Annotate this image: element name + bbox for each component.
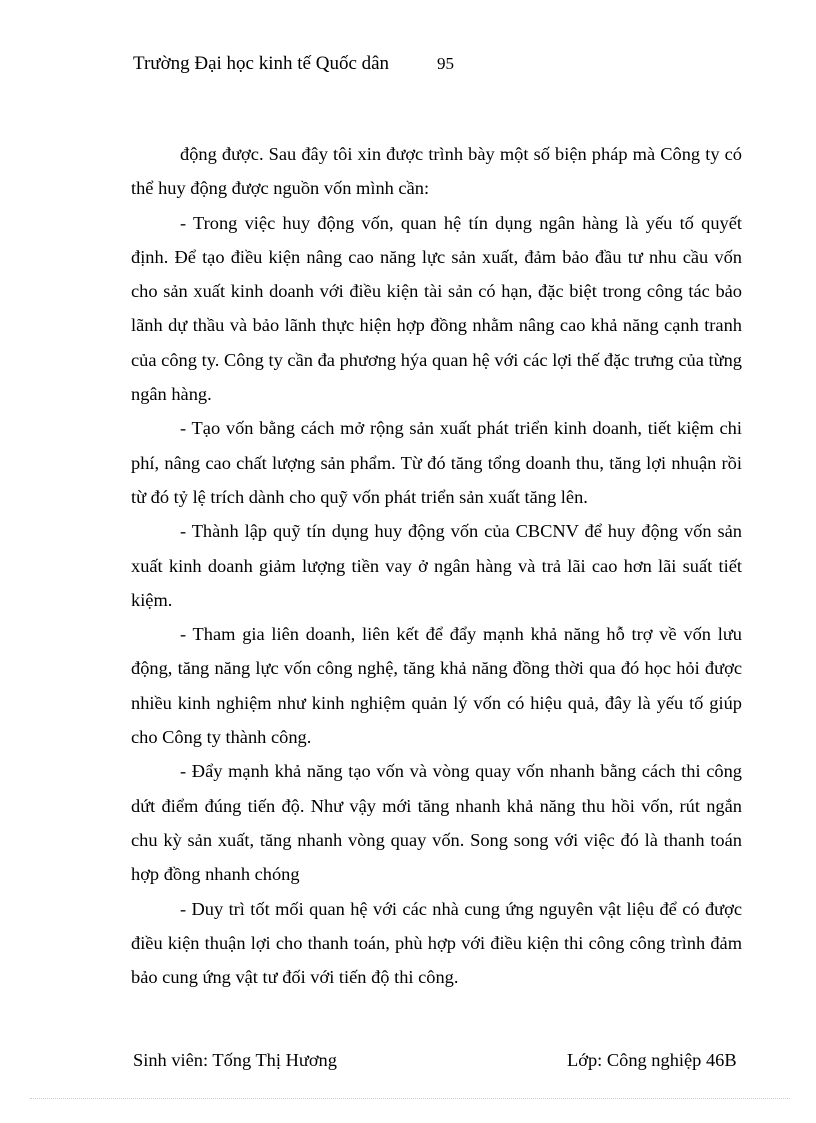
paragraph: - Đẩy mạnh khả năng tạo vốn và vòng quay vốn nhanh bằng cách thi công dứt điểm đúng tiến độ. Như vậy mới tăng nhanh khả năng thu hồi vốn, rút ngắn chu kỳ sản xuất, tăng nhanh vòng quay vốn. Song song với việc đó là thanh toán hợp đồng nhanh chóng [131,761,742,885]
header-school-name: Trường Đại học kinh tế Quốc dân [133,53,390,74]
paragraph: động được. Sau đây tôi xin được trình bày một số biện pháp mà Công ty có thể huy động được nguồn vốn mình cần: [131,144,742,199]
paragraph: - Trong việc huy động vốn, quan hệ tín dụng ngân hàng là yếu tố quyết định. Để tạo điều kiện nâng cao năng lực sản xuất, đảm bảo đầu tư nhu cầu vốn cho sản xuất kinh doanh với điều kiện tài sản có hạn, đặc biệt trong công tác bảo lãnh dự thầu và bảo lãnh thực hiện hợp đồng nhằm nâng cao khả năng cạnh tranh của công ty. Công ty cần đa phương hýa quan hệ với các lợi thế đặc trưng của từng ngân hàng. [131,212,742,405]
footer-class-name: Lớp: Công nghiệp 46B [567,1050,737,1070]
body-text [131,137,742,994]
footer-student-name: Sinh viên: Tống Thị Hương [133,1050,337,1070]
footer-divider [30,1098,790,1099]
paragraph: - Duy trì tốt mối quan hệ với các nhà cung ứng nguyên vật liệu để có được điều kiện thuận lợi cho thanh toán, phù hợp với điều kiện thi công công trình đảm bảo cung ứng vật tư đối với tiến độ thi công. [131,898,742,988]
paragraph: - Thành lập quỹ tín dụng huy động vốn của CBCNV để huy động vốn sản xuất kinh doanh giảm lượng tiền vay ở ngân hàng và trả lãi cao hơn lãi suất tiết kiệm. [131,521,742,610]
paragraph: - Tham gia liên doanh, liên kết để đẩy mạnh khả năng hỗ trợ về vốn lưu động, tăng năng lực vốn công nghệ, tăng khả năng đồng thời qua đó học hỏi được nhiều kinh nghiệm như kinh nghiệm quản lý vốn có hiệu quả, đây là yếu tố giúp cho Công ty thành công. [131,624,742,748]
page-number: 95 [437,54,454,73]
paragraph: - Tạo vốn bằng cách mở rộng sản xuất phát triển kinh doanh, tiết kiệm chi phí, nâng cao chất lượng sản phẩm. Từ đó tăng tổng doanh thu, tăng lợi nhuận rồi từ đó tỷ lệ trích dành cho quỹ vốn phát triển sản xuất tăng lên. [131,418,742,507]
